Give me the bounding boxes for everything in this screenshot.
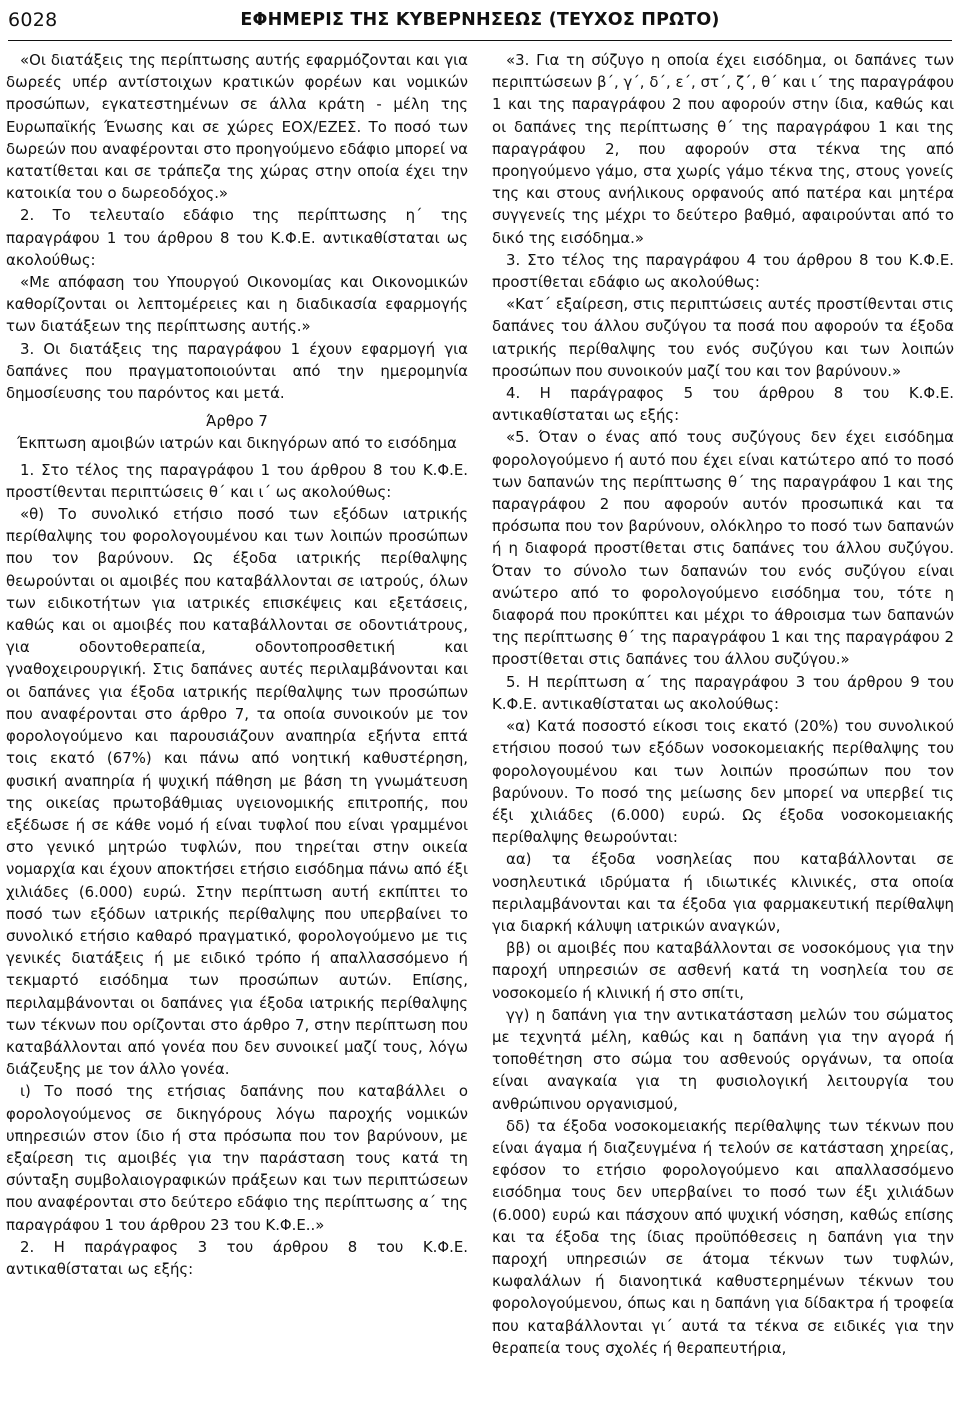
paragraph: 3. Οι διατάξεις της παραγράφου 1 έχουν εφαρμογή για δαπάνες που πραγματοποιούνται από την ημερομηνία δημοσίευσης του παρόντος και μετά. [6,339,468,403]
paragraph: «Κατ΄ εξαίρεση, στις περιπτώσεις αυτές προστίθενται στις δαπάνες του άλλου συζύγου τα ποσά που αφορούν τα έξοδα ιατρικής περίθαλψης του ενός συζύγου και των λοιπών προσώπων που συνοικούν μαζί του και τον βαρύνουν.» [492,295,954,380]
paragraph: «θ) Το συνολικό ετήσιο ποσό των εξόδων ιατρικής περίθαλψης του φορολογουμένου και των λοιπών προσώπων που τον βαρύνουν. Ως έξοδα ιατρικής περίθαλψης θεωρούνται οι αμοιβές που καταβάλλονται σε ιατρούς, όλων των ειδικοτήτων για ιατρικές επισκέψεις και εξετάσεις, καθώς και οι αμοιβές που καταβάλλονται σε οδοντιάτρους, για οδοντοθεραπεία, οδοντοπροσθετική και γναθοχειρουργική. Στις δαπάνες αυτές περιλαμβάνονται και οι δαπάνες για έξοδα ιατρικής περίθαλψης των προσώπων που αναφέρονται στο άρθρο 7, τα οποία συνοικούν με τον φορολογούμενο και παρουσιάζουν αναπηρία εξήντα επτά τοις εκατό (67%) και πάνω από νοητική καθυστέρηση, φυσική αναπηρία ή ψυχική πάθηση με βάση τη γνωμάτευση της οικείας πρωτοβάθμιας υγειονομικής επιτροπής, που εξέδωσε ή σε κάθε νομό ή είναι τυφλοί που είναι γραμμένοι στο γενικό μητρώο τυφλών, που τηρείται στην οικεία νομαρχία και έχουν αποκτήσει ετήσιο εισόδημα πάνω από έξι χιλιάδες (6.000) ευρώ. Στην περίπτωση αυτή εκπίπτει το ποσό των εξόδων ιατρικής περίθαλψης που υπερβαίνει το συνολικό ετήσιο καθαρό πραγματικό, φορολογούμενο με τις γενικές διατάξεις ή με ειδικό τρόπο ή απαλλασσόμενο ή τεκμαρτό εισόδημα των προσώπων αυτών. Επίσης, περιλαμβάνονται οι δαπάνες για έξοδα ιατρικής περίθαλψης των τέκνων που ορίζονται στο άρθρο 7, στην περίπτωση που καταβάλλονται από γονέα που δεν συνοικεί μαζί τους, λόγω διάζευξης με τον άλλο γονέα. [6,505,468,1079]
paragraph: ι) Το ποσό της ετήσιας δαπάνης που καταβάλλει ο φορολογούμενος σε δικηγόρους λόγω παροχής νομικών υπηρεσιών στον ίδιο ή στα πρόσωπα που τον βαρύνουν, με εξαίρεση τις αμοιβές για την παράσταση τους κατά τη σύνταξη συμβολαιογραφικών πράξεων και των περιπτώσεων που αναφέρονται στο δεύτερο εδάφιο της περίπτωσης α΄ της παραγράφου 1 του άρθρου 23 του Κ.Φ.Ε..» [6,1082,468,1234]
paragraph: «3. Για τη σύζυγο η οποία έχει εισόδημα, οι δαπάνες των περιπτώσεων β΄, γ΄, δ΄, ε΄, στ΄, ζ΄, θ΄ και ι΄ της παραγράφου 1 και της παραγράφου 2 που αφορούν στην ίδια, καθώς και οι δαπάνες της περίπτωσης θ΄ της παραγράφου 1 και της παραγράφου 2, που αφορούν στα τέκνα της από προηγούμενο γάμο, στα χωρίς γάμο τέκνα της, στους γονείς της και στους ανήλικους ορφανούς από πατέρα και μητέρα συγγενείς της μέχρι το δεύτερο βαθμό, αφαιρούνται από το δικό της εισόδημα.» [492,51,954,247]
paragraph: «5. Όταν ο ένας από τους συζύγους δεν έχει εισόδημα φορολογούμενο ή αυτό που έχει είναι κατώτερο από το ποσό των δαπανών της περίπτωσης θ΄ της παραγράφου 1 και της παραγράφου 2 που αφορούν αυτόν προσωπικά και τα πρόσωπα που τον βαρύνουν, ολόκληρο το ποσό των δαπανών ή η διαφορά προστίθεται στις δαπάνες του άλλου συζύγου. Όταν το σύνολο των δαπανών του ενός συζύγου είναι ανώτερο από το φορολογούμενο εισόδημα του, τότε η διαφορά που προκύπτει και μέχρι το άθροισμα των δαπανών της περίπτωσης θ΄ της παραγράφου 1 και της παραγράφου 2 προστίθεται στις δαπάνες του άλλου συζύγου.» [492,428,954,669]
article-number: Άρθρο 7 [206,412,268,431]
article-title: Έκπτωση αμοιβών ιατρών και δικηγόρων από το εισόδημα [17,434,457,453]
paragraph: 1. Στο τέλος της παραγράφου 1 του άρθρου 8 του Κ.Φ.Ε. προστίθενται περιπτώσεις θ΄ και ι΄ ως ακολούθως: [6,460,468,501]
gazette-title: ΕΦΗΜΕΡΙΣ ΤΗΣ ΚΥΒΕΡΝΗΣΕΩΣ (ΤΕΥΧΟΣ ΠΡΩΤΟ) [240,10,720,30]
left-column [6,49,468,1359]
paragraph: «Με απόφαση του Υπουργού Οικονομίας και Οικονομικών καθορίζονται οι λεπτομέρειες και η διαδικασία εφαρμογής των διατάξεων της περίπτωσης αυτής.» [6,273,468,336]
paragraph: 5. Η περίπτωση α΄ της παραγράφου 3 του άρθρου 9 του Κ.Φ.Ε. αντικαθίσταται ως ακολούθως: [492,672,954,713]
paragraph: γγ) η δαπάνη για την αντικατάσταση μελών του σώματος με τεχνητά μέλη, καθώς και η δαπάνη για την αγορά ή τοποθέτηση στο σώμα του ασθενούς οργάνων, τα οποία είναι αναγκαία για τη φυσιολογική λειτουργία του ανθρώπινου οργανισμού, [492,1005,954,1113]
right-column [492,49,954,1359]
paragraph: ββ) οι αμοιβές που καταβάλλονται σε νοσοκόμους για την παροχή υπηρεσιών σε ασθενή κατά τη νοσηλεία του σε νοσοκομείο ή κλινική ή στο σπίτι, [492,939,954,1002]
text-columns [6,41,954,1359]
paragraph: 3. Στο τέλος της παραγράφου 4 του άρθρου 8 του Κ.Φ.Ε. προστίθεται εδάφιο ως ακολούθως: [492,250,954,292]
paragraph: «α) Κατά ποσοστό είκοσι τοις εκατό (20%) του συνολικού ετήσιου ποσού των εξόδων νοσοκομειακής περίθαλψης του φορολογουμένου και των λοιπών προσώπων που τον βαρύνουν. Το ποσό της μείωσης δεν μπορεί να υπερβεί τις έξι χιλιάδες (6.000) ευρώ. Ως έξοδα νοσοκομειακής περίθαλψης θεωρούνται: [492,717,954,847]
page-header [8,0,952,41]
paragraph: δδ) τα έξοδα νοσοκομειακής περίθαλψης των τέκνων που είναι άγαμα ή διαζευγμένα ή τελούν σε κατάσταση χηρείας, εφόσον το ετήσιο φορολογούμενο και απαλλασσόμενο εισόδημα τους δεν υπερβαίνει το ποσό των έξι χιλιάδων (6.000) ευρώ και πάσχουν από ψυχική νόσηση, καθώς επίσης και τα έξοδα της ίδιας προϋπόθεσεις η δαπάνη για την παροχή υπηρεσιών σε άτομα τέκνων των τυφλών, κωφαλάλων ή διανοητικά καθυστερημένων τέκνων του φορολογούμενου, όπως και η δαπάνη για δίδακτρα ή τροφεία που καταβάλλονται γι΄ αυτά τα τέκνα σε ειδικές για την θεραπεία τους σχολές ή θεραπευτήρια, [492,1116,954,1357]
paragraph: 2. Η παράγραφος 3 του άρθρου 8 του Κ.Φ.Ε. αντικαθίσταται ως εξής: [6,1237,468,1278]
paragraph: 4. Η παράγραφος 5 του άρθρου 8 του Κ.Φ.Ε. αντικαθίσταται ως εξής: [492,384,954,425]
paragraph: 2. Το τελευταίο εδάφιο της περίπτωσης η΄ της παραγράφου 1 του άρθρου 8 του Κ.Φ.Ε. αντικαθίσταται ως ακολούθως: [6,206,468,269]
paragraph: αα) τα έξοδα νοσηλείας που καταβάλλονται σε νοσηλευτικά ιδρύματα ή ιδιωτικές κλινικές, στα οποία περιλαμβάνονται και τα έξοδα για φαρμακευτική περίθαλψη για διαρκή κάλυψη ιατρικών αναγκών, [492,850,954,935]
page-number: 6028 [8,9,58,31]
paragraph: «Οι διατάξεις της περίπτωσης αυτής εφαρμόζονται και για δωρεές υπέρ αντίστοιχων κρατικών φορέων και νομικών προσώπων, εγκατεστημένων σε άλλα κράτη - μέλη της Ευρωπαϊκής Ένωσης και σε χώρες ΕΟΧ/ΕΖΕΣ. Το ποσό των δωρεών που αναφέρονται στο προηγούμενο εδάφιο μπορεί να κατατίθεται και σε τράπεζα της χώρας στην οποία έχει την κατοικία του ο δωρεοδόχος.» [6,51,468,203]
